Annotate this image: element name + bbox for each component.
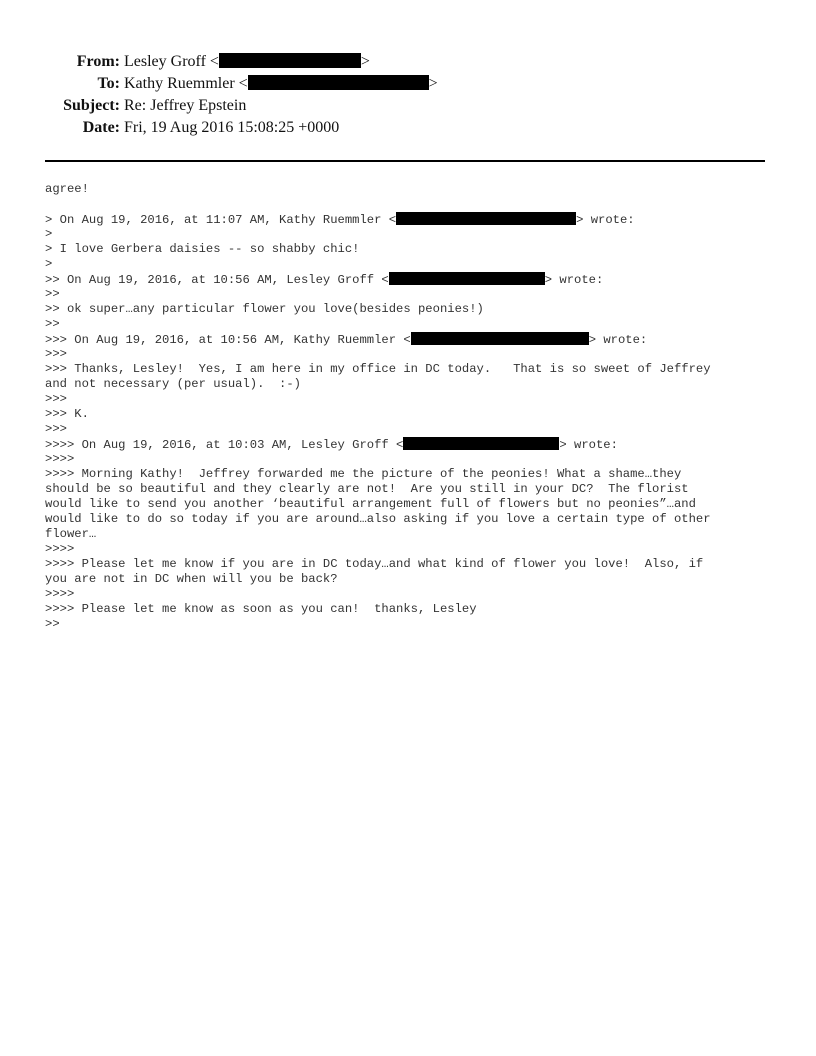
- redaction-box: [403, 437, 559, 450]
- to-close: >: [428, 75, 438, 92]
- redaction-box: [396, 212, 576, 225]
- redaction-box: [219, 53, 361, 68]
- body-line: >> ok super…any particular flower you love(besides peonies!): [45, 302, 484, 316]
- body-line: would like to send you another ‘beautiful arrangement full of flowers but no peonies”…and: [45, 497, 696, 511]
- subject-value: Re: Jeffrey Epstein: [124, 97, 247, 114]
- body-line: >>>: [45, 392, 67, 406]
- email-header: [0, 51, 816, 139]
- date-label: Date:: [82, 119, 120, 136]
- to-value: Kathy Ruemmler <: [124, 75, 248, 92]
- quote-header: > On Aug 19, 2016, at 11:07 AM, Kathy Ruemmler < > wrote:: [45, 213, 635, 227]
- body-line: >>: [45, 617, 60, 631]
- date-row: [0, 117, 816, 139]
- body-line: >>>: [45, 422, 67, 436]
- body-line: you are not in DC when will you be back?: [45, 572, 338, 586]
- quote-header: >>>> On Aug 19, 2016, at 10:03 AM, Lesley Groff < > wrote:: [45, 438, 618, 452]
- body-line: >>>>: [45, 542, 75, 556]
- redaction-box: [389, 272, 545, 285]
- body-line: >>: [45, 317, 60, 331]
- from-close: >: [360, 53, 370, 70]
- email-body: [45, 182, 770, 632]
- redaction-box: [411, 332, 589, 345]
- body-line: and not necessary (per usual). :-): [45, 377, 301, 391]
- body-line: >>>> Morning Kathy! Jeffrey forwarded me the picture of the peonies! What a shame…they: [45, 467, 682, 481]
- body-line: agree!: [45, 182, 89, 196]
- body-line: >>>>: [45, 452, 75, 466]
- body-line: >>>> Please let me know as soon as you can! thanks, Lesley: [45, 602, 477, 616]
- body-line: >>> K.: [45, 407, 89, 421]
- subject-row: [0, 95, 816, 117]
- from-value: Lesley Groff <: [124, 53, 219, 70]
- blank-line: [45, 197, 770, 212]
- subject-label: Subject:: [63, 97, 120, 114]
- header-divider: [45, 160, 765, 162]
- body-line: >>> Thanks, Lesley! Yes, I am here in my office in DC today. That is so sweet of Jeffrey: [45, 362, 711, 376]
- to-label: To:: [97, 75, 120, 92]
- from-row: [0, 51, 816, 73]
- body-line: >>>: [45, 347, 67, 361]
- to-row: [0, 73, 816, 95]
- body-line: >: [45, 257, 53, 271]
- redaction-box: [248, 75, 429, 90]
- date-value: Fri, 19 Aug 2016 15:08:25 +0000: [124, 119, 340, 136]
- body-line: >>>> Please let me know if you are in DC today…and what kind of flower you love! Also, if: [45, 557, 704, 571]
- from-label: From:: [76, 53, 120, 70]
- body-line: should be so beautiful and they clearly are not! Are you still in your DC? The florist: [45, 482, 689, 496]
- body-line: would like to do so today if you are around…also asking if you love a certain type of other: [45, 512, 711, 526]
- body-line: >: [45, 227, 53, 241]
- quote-header: >> On Aug 19, 2016, at 10:56 AM, Lesley Groff < > wrote:: [45, 273, 604, 287]
- body-line: >>>>: [45, 587, 75, 601]
- body-line: flower…: [45, 527, 97, 541]
- quote-header: >>> On Aug 19, 2016, at 10:56 AM, Kathy Ruemmler < > wrote:: [45, 333, 648, 347]
- body-line: >>: [45, 287, 60, 301]
- body-line: > I love Gerbera daisies -- so shabby chic!: [45, 242, 360, 256]
